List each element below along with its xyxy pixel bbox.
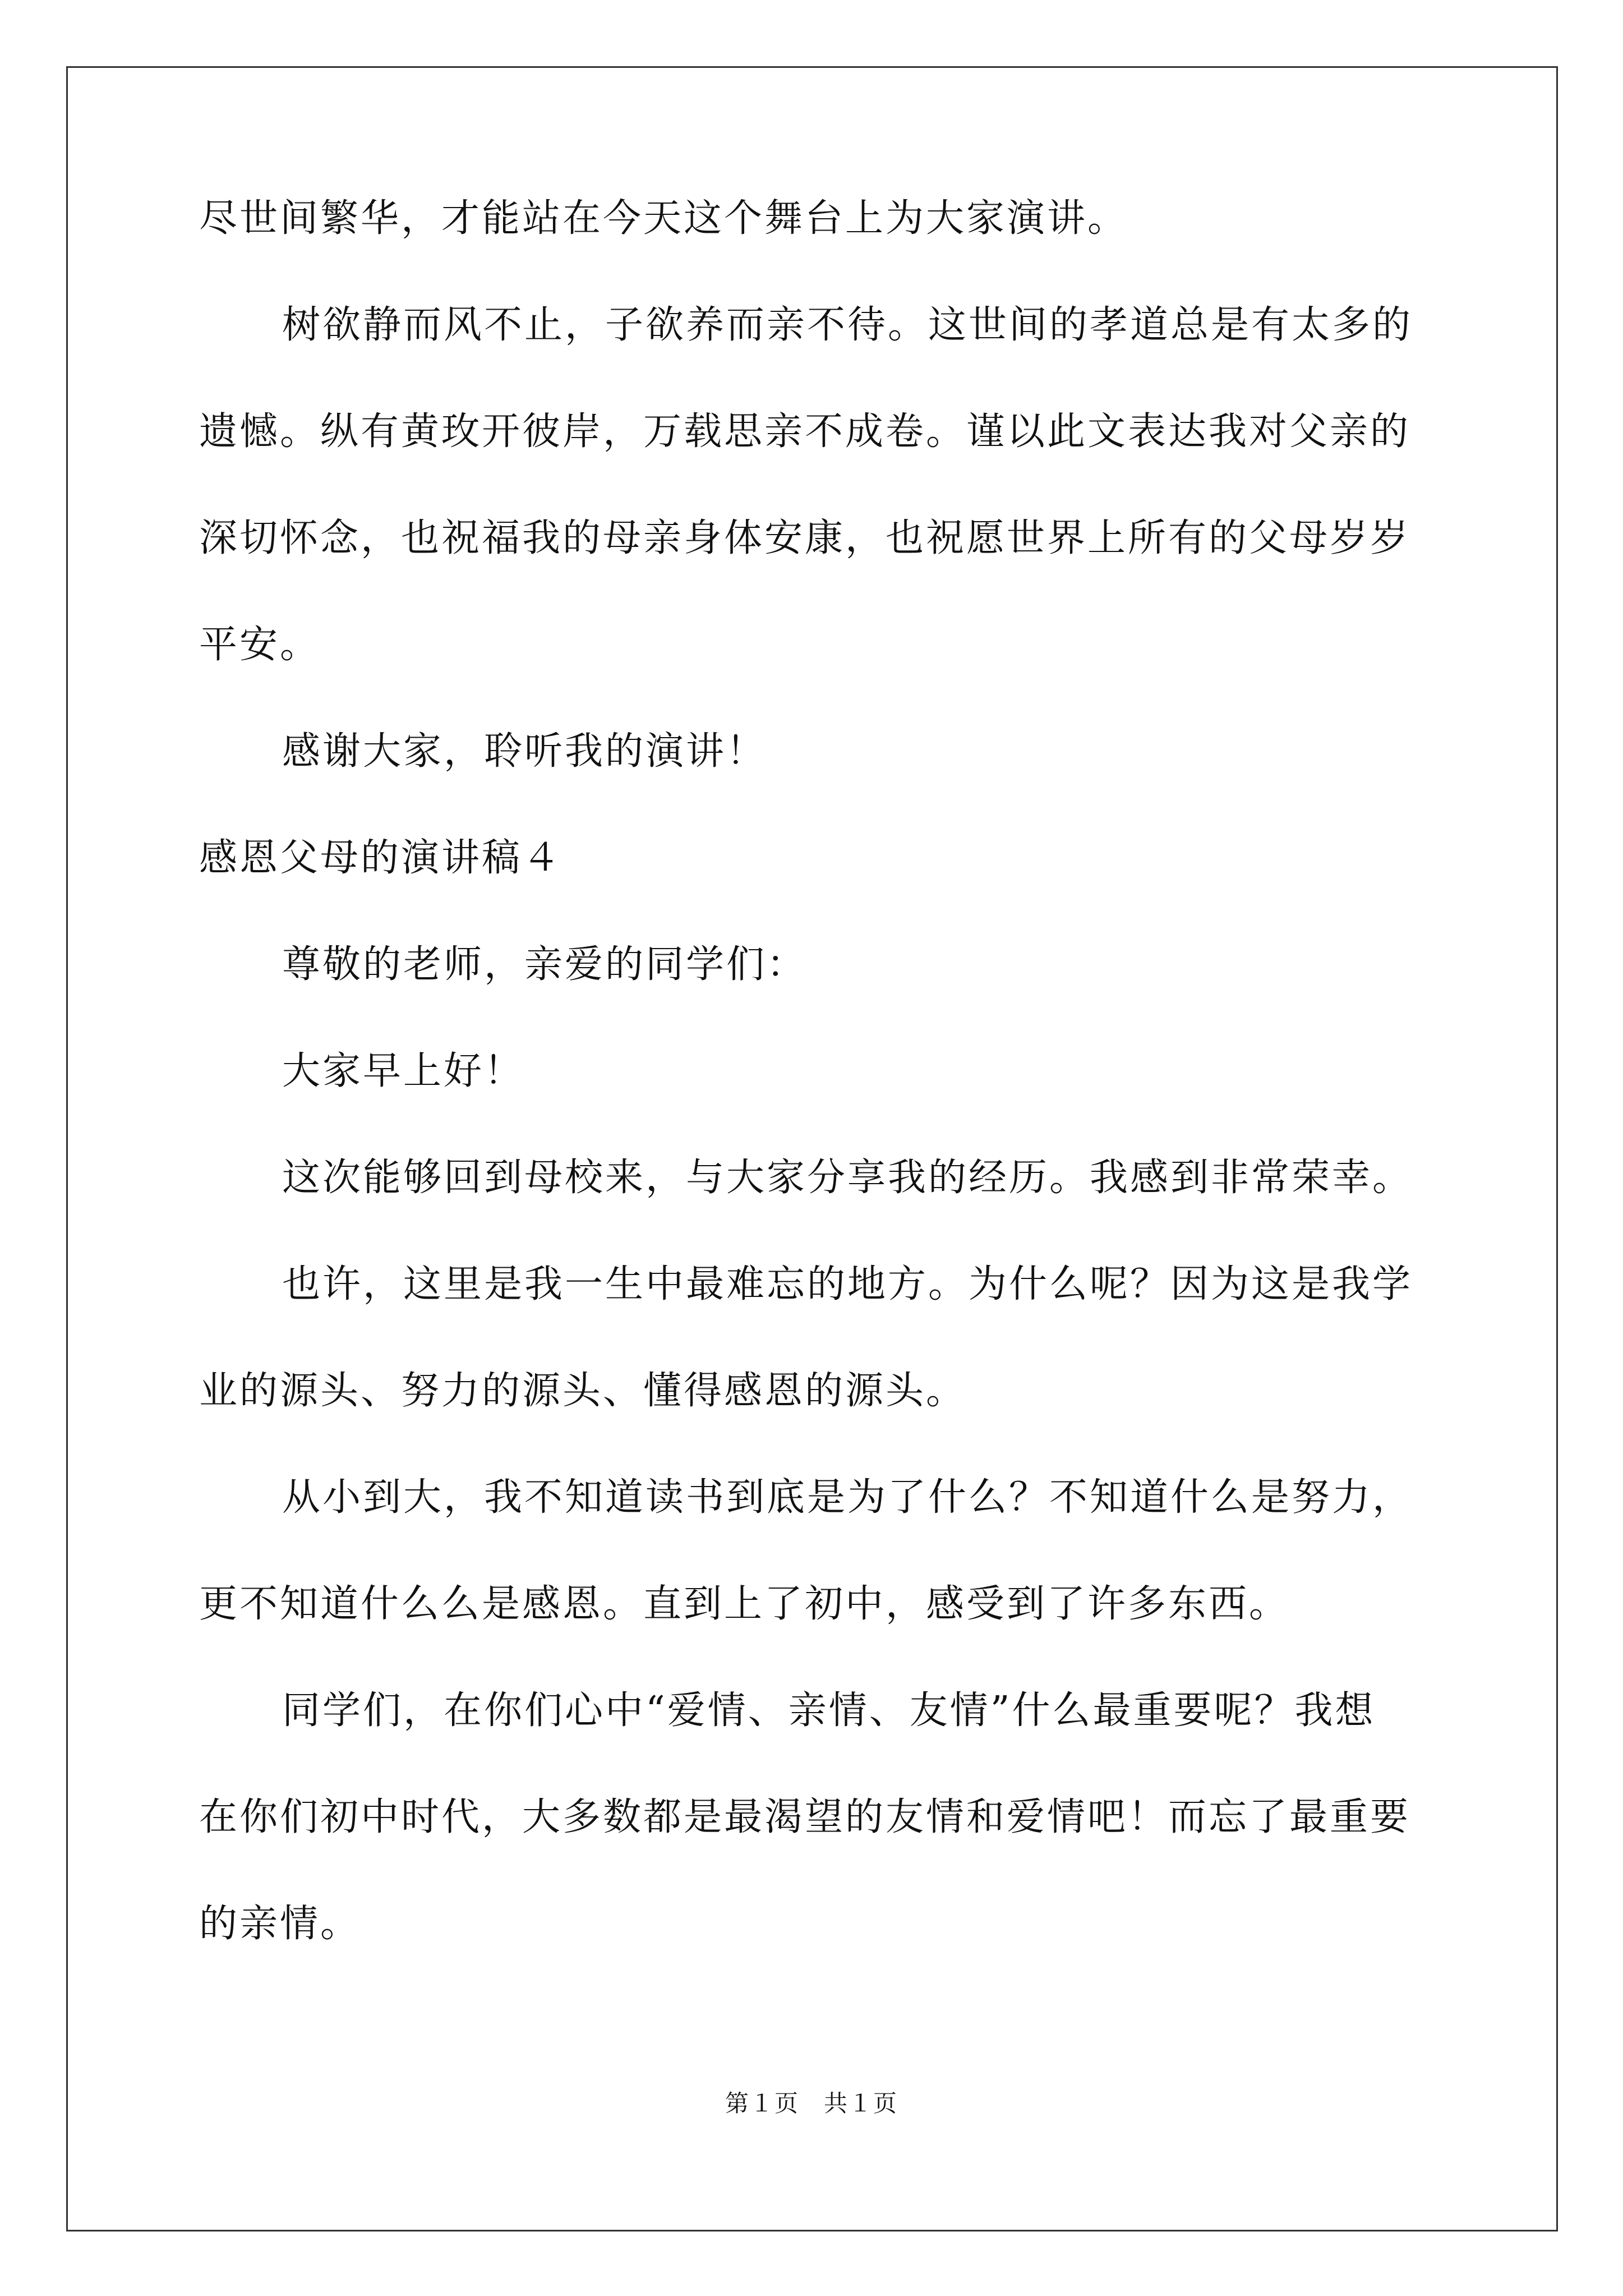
paragraph-line: 树欲静而风不止，子欲养而亲不待。这世间的孝道总是有太多的 [282,303,1413,347]
paragraph-line: 深切怀念，也祝福我的母亲身体安康，也祝愿世界上所有的父母岁岁 [199,516,1411,560]
paragraph-line: 业的源头、努力的源头、懂得感恩的源头。 [199,1369,967,1413]
paragraph-line: 平安。 [199,623,321,667]
paragraph-line: 更不知道什么么是感恩。直到上了初中，感受到了许多东西。 [199,1582,1290,1626]
paragraph-line: 这次能够回到母校来，与大家分享我的经历。我感到非常荣幸。 [282,1156,1413,1200]
section-title: 感恩父母的演讲稿４ [199,836,563,880]
paragraph-line: 感谢大家，聆听我的演讲！ [282,729,767,774]
page-footer: 第１页 共１页 [725,2090,898,2117]
paragraph-line: 同学们，在你们心中“爱情、亲情、友情”什么最重要呢？我想 [282,1688,1376,1733]
paragraph-line: 遗憾。纵有黄玫开彼岸，万载思亲不成卷。谨以此文表达我对父亲的 [199,409,1411,454]
paragraph-line: 也许，这里是我一生中最难忘的地方。为什么呢？因为这是我学 [282,1262,1413,1306]
paragraph-line: 尽世间繁华，才能站在今天这个舞台上为大家演讲。 [199,196,1128,241]
paragraph-line: 在你们初中时代，大多数都是最渴望的友情和爱情吧！而忘了最重要 [199,1795,1411,1839]
greeting-line: 大家早上好！ [282,1049,525,1093]
salutation-line: 尊敬的老师，亲爱的同学们： [282,942,808,987]
paragraph-line: 的亲情。 [199,1902,361,1946]
paragraph-line: 从小到大，我不知道读书到底是为了什么？不知道什么是努力， [282,1475,1413,1520]
